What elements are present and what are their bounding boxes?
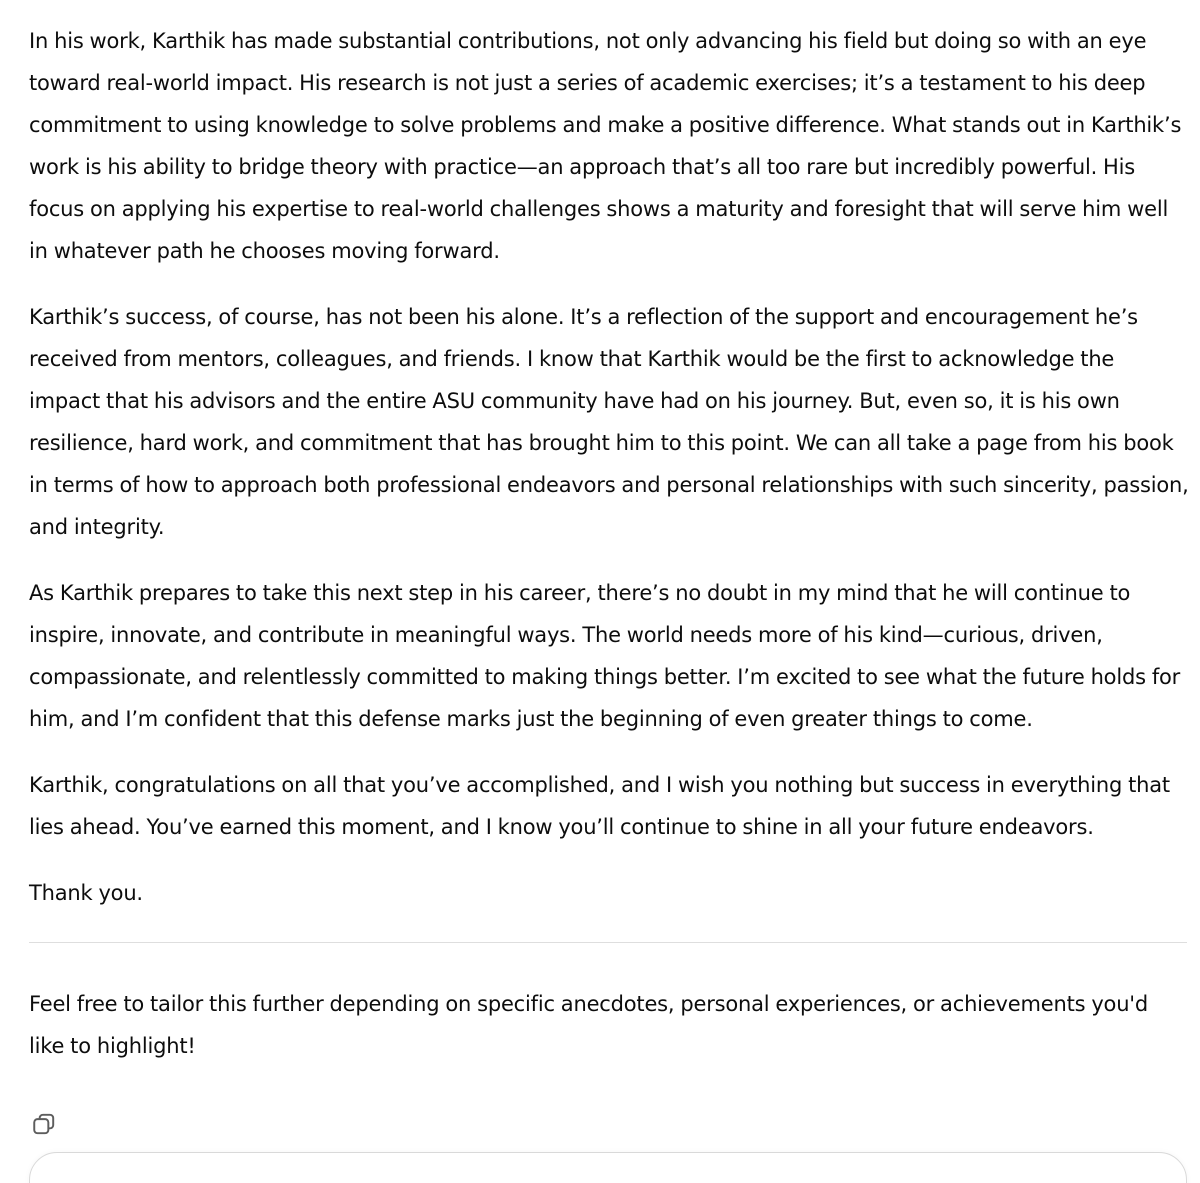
message-paragraph-4: Karthik, congratulations on all that you’ve accomplished, and I wish you nothing but success in everything that lies ahead. You’ve earned this moment, and I know you’ll continue to shine in all your future endeavors. (29, 773, 1170, 839)
message-paragraph-3: As Karthik prepares to take this next step in his career, there’s no doubt in my mind that he will continue to inspire, innovate, and contribute in meaningful ways. The world needs more of his kind—curious, driven, compassionate, and relentlessly committed to making things better. I’m excited to see what the future holds for him, and I’m confident that this defense marks just the beginning of even greater things to come. (29, 581, 1181, 731)
copy-button[interactable] (26, 1106, 62, 1142)
assistant-message (29, 20, 1189, 1091)
message-composer[interactable] (29, 1152, 1187, 1183)
closing-note: Feel free to tailor this further depending on specific anecdotes, personal experiences, or achievements you'd like to highlight! (29, 992, 1149, 1058)
message-paragraph-2: Karthik’s success, of course, has not been his alone. It’s a reflection of the support and encouragement he’s received from mentors, colleagues, and friends. I know that Karthik would be the first to acknowledge the impact that his advisors and the entire ASU community have had on his journey. But, even so, it is his own resilience, hard work, and commitment that has brought him to this point. We can all take a page from his book in terms of how to approach both professional endeavors and personal relationships with such sincerity, passion, and integrity. (29, 305, 1189, 539)
message-divider (29, 942, 1187, 943)
message-paragraph-5: Thank you. (29, 881, 143, 905)
copy-icon (31, 1111, 57, 1137)
message-paragraph-1: In his work, Karthik has made substantial contributions, not only advancing his field but doing so with an eye toward real-world impact. His research is not just a series of academic exercises; it’s a testament to his deep commitment to using knowledge to solve problems and make a positive difference. What stands out in Karthik’s work is his ability to bridge theory with practice—an approach that’s all too rare but incredibly powerful. His focus on applying his expertise to real-world challenges shows a maturity and foresight that will serve him well in whatever path he chooses moving forward. (29, 29, 1182, 263)
